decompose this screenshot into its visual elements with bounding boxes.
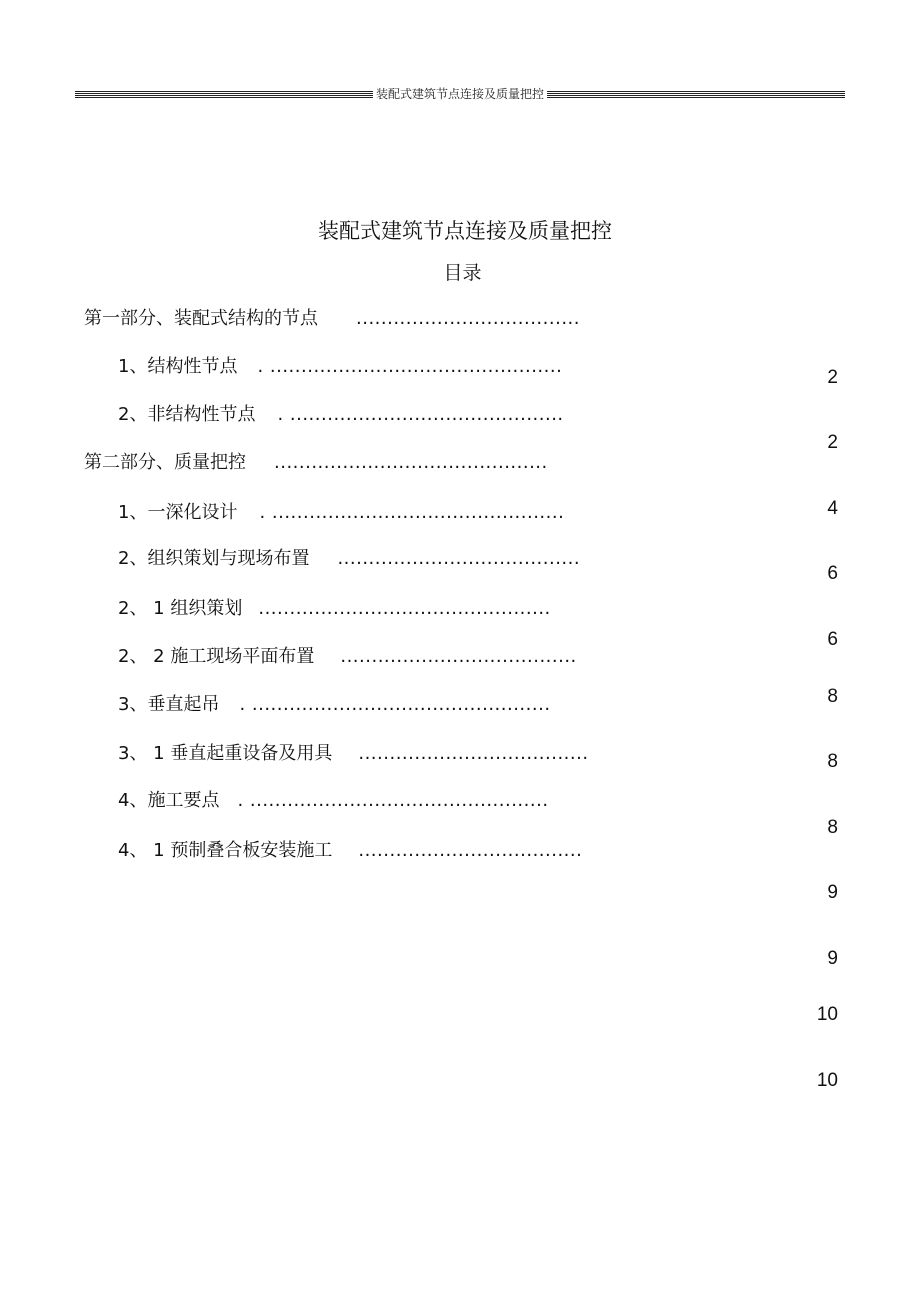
toc-page-number: 4 bbox=[827, 498, 838, 519]
toc-entry[interactable] bbox=[118, 741, 589, 767]
toc-entry-label: 2、 1 组织策划 bbox=[118, 598, 243, 619]
toc-entry-label: 2、 2 施工现场平面布置 bbox=[118, 646, 315, 667]
toc-entry-label: 第一部分、装配式结构的节点 bbox=[84, 308, 318, 329]
toc-entry[interactable] bbox=[118, 644, 577, 670]
toc-page-number: 9 bbox=[827, 948, 838, 969]
toc-entry[interactable] bbox=[118, 692, 551, 718]
toc-entry-label: 4、 1 预制叠合板安装施工 bbox=[118, 840, 333, 861]
toc-entry-label: 3、垂直起吊 bbox=[118, 694, 220, 715]
toc-entry-dots: ...................................... bbox=[340, 646, 577, 667]
toc-entry-label: 1、一深化设计 bbox=[118, 502, 238, 523]
toc-entry[interactable] bbox=[118, 596, 551, 622]
toc-entry-label: 2、组织策划与现场布置 bbox=[118, 548, 310, 569]
toc-entry-dots: . ............................................ bbox=[277, 404, 564, 425]
toc-page-number: 6 bbox=[827, 563, 838, 584]
toc-entry[interactable] bbox=[118, 546, 580, 572]
toc-page-number: 6 bbox=[827, 629, 838, 650]
toc-entry-dots: ....................................... bbox=[337, 548, 581, 569]
toc-heading: 目录 bbox=[443, 262, 482, 284]
toc-entry-dots: .................................... bbox=[356, 308, 580, 329]
toc-entry[interactable] bbox=[118, 838, 582, 864]
toc-entry[interactable] bbox=[84, 306, 580, 332]
toc-entry-label: 4、施工要点 bbox=[118, 790, 220, 811]
toc-entry-dots: . ............................................... bbox=[259, 502, 565, 523]
toc-entry-dots: ............................................... bbox=[258, 598, 551, 619]
toc-page-number: 2 bbox=[827, 367, 838, 388]
toc-entry[interactable] bbox=[84, 450, 548, 476]
toc-entry-dots: . ................................................ bbox=[237, 790, 549, 811]
document-title: 装配式建筑节点连接及质量把控 bbox=[318, 219, 612, 243]
toc-page-number: 8 bbox=[827, 686, 838, 707]
toc-entry-dots: ..................................... bbox=[358, 743, 589, 764]
toc-entry-dots: . ................................................ bbox=[239, 694, 551, 715]
toc-page-number: 10 bbox=[816, 1070, 838, 1091]
toc-entry[interactable] bbox=[118, 402, 564, 428]
toc-page-number: 8 bbox=[827, 817, 838, 838]
toc-entry-label: 3、 1 垂直起重设备及用具 bbox=[118, 743, 333, 764]
toc-entry[interactable] bbox=[118, 788, 549, 814]
toc-page-number: 8 bbox=[827, 751, 838, 772]
toc-entry-dots: . ............................................... bbox=[257, 356, 563, 377]
toc-entry-dots: .................................... bbox=[358, 840, 583, 861]
toc-entry[interactable] bbox=[118, 354, 562, 380]
toc-entry-label: 1、结构性节点 bbox=[118, 356, 238, 377]
toc-page-number: 10 bbox=[816, 1004, 838, 1025]
toc-entry-label: 第二部分、质量把控 bbox=[84, 452, 246, 473]
toc-entry[interactable] bbox=[118, 500, 564, 526]
toc-page-number: 2 bbox=[827, 432, 838, 453]
toc-entry-dots: ............................................ bbox=[274, 452, 548, 473]
running-header-text: 装配式建筑节点连接及质量把控 bbox=[0, 86, 920, 102]
toc-page-number: 9 bbox=[827, 882, 838, 903]
toc-entry-label: 2、非结构性节点 bbox=[118, 404, 256, 425]
